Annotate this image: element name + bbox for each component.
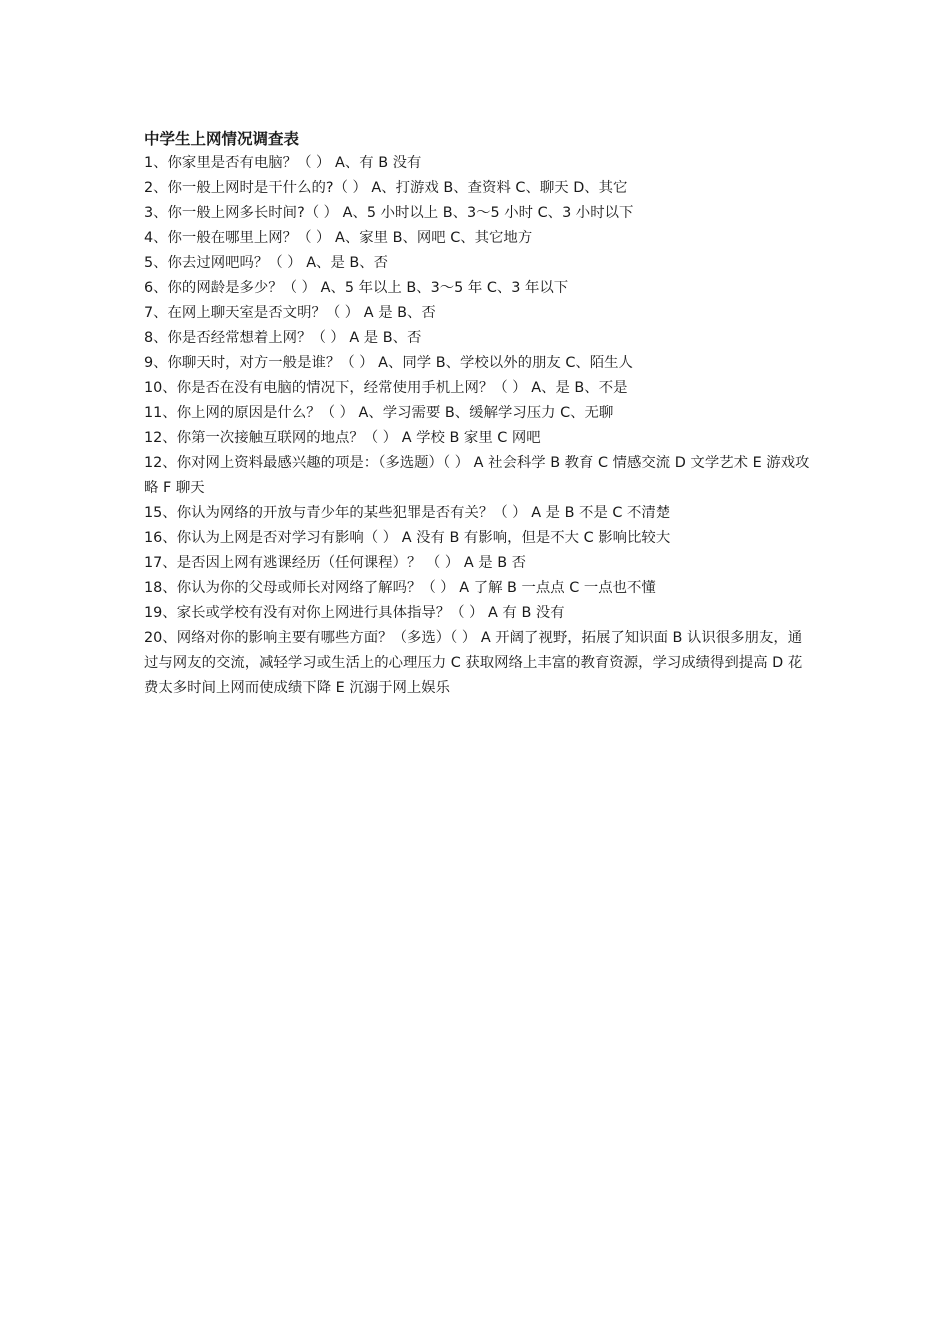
question-17: 17、是否因上网有逃课经历（任何课程）？ （ ） A 是 B 否 <box>144 555 527 571</box>
question-7: 7、在网上聊天室是否文明？（ ） A 是 B、否 <box>144 305 436 321</box>
survey-body <box>144 127 812 701</box>
question-19: 19、家长或学校有没有对你上网进行具体指导？（ ） A 有 B 没有 <box>144 605 565 621</box>
survey-title: 中学生上网情况调查表 <box>144 130 300 148</box>
question-10: 10、你是否在没有电脑的情况下，经常使用手机上网？（ ） A、是 B、不是 <box>144 380 628 396</box>
question-1: 1、你家里是否有电脑？（ ） A、有 B 没有 <box>144 155 422 171</box>
question-15: 15、你认为网络的开放与青少年的某些犯罪是否有关？（ ） A 是 B 不是 C 不清楚 <box>144 505 671 521</box>
question-12a: 12、你第一次接触互联网的地点？（ ） A 学校 B 家里 C 网吧 <box>144 430 541 446</box>
question-18: 18、你认为你的父母或师长对网络了解吗？（ ） A 了解 B 一点点 C 一点也不懂 <box>144 580 656 596</box>
question-12b: 12、你对网上资料最感兴趣的项是：（多选题）（ ） A 社会科学 B 教育 C 情感交流 D 文学艺术 E 游戏攻略 F 聊天 <box>144 455 810 496</box>
question-2: 2、你一般上网时是干什么的?（ ） A、打游戏 B、查资料 C、聊天 D、其它 <box>144 180 628 196</box>
question-16: 16、你认为上网是否对学习有影响（ ） A 没有 B 有影响，但是不大 C 影响比较大 <box>144 530 671 546</box>
question-5: 5、你去过网吧吗？（ ） A、是 B、否 <box>144 255 389 271</box>
question-3: 3、你一般上网多长时间?（ ） A、5 小时以上 B、3～5 小时 C、3 小时以下 <box>144 205 634 221</box>
question-9: 9、你聊天时，对方一般是谁？（ ） A、同学 B、学校以外的朋友 C、陌生人 <box>144 355 633 371</box>
question-8: 8、你是否经常想着上网？（ ） A 是 B、否 <box>144 330 422 346</box>
question-11: 11、你上网的原因是什么？（ ） A、学习需要 B、缓解学习压力 C、无聊 <box>144 405 614 421</box>
question-6: 6、你的网龄是多少？（ ） A、5 年以上 B、3～5 年 C、3 年以下 <box>144 280 569 296</box>
question-4: 4、你一般在哪里上网？（ ） A、家里 B、网吧 C、其它地方 <box>144 230 533 246</box>
question-20: 20、网络对你的影响主要有哪些方面？（多选）（ ） A 开阔了视野，拓展了知识面 B 认识很多朋友，通过与网友的交流，减轻学习或生活上的心理压力 C 获取网络上丰富的教育资源，学习成绩得到提高 D 花费太多时间上网而使成绩下降 E 沉溺于网上娱乐 <box>144 630 803 696</box>
